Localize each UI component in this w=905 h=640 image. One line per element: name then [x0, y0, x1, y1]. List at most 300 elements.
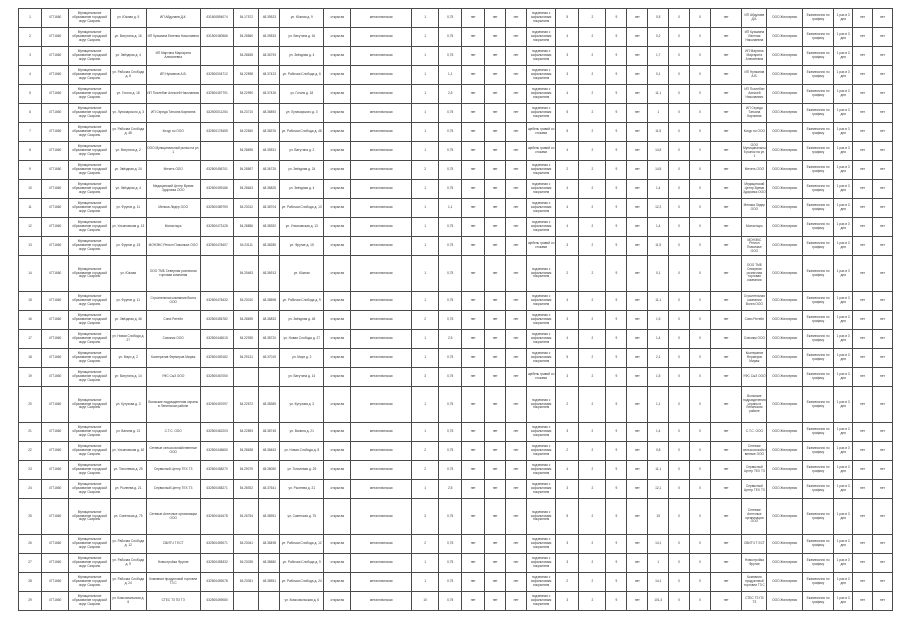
table-cell: Союзник ООО [146, 330, 200, 349]
table-cell: 2 [556, 442, 579, 461]
table-cell: нет [853, 47, 873, 66]
table-cell: 632500011254 [200, 104, 233, 123]
table-cell: ООО Жилсервис [767, 387, 803, 423]
table-cell: 1 раз в 3 дня [834, 592, 853, 611]
table-cell: 1 [412, 85, 439, 104]
table-cell: 4 [556, 199, 579, 218]
table-cell: Медицинский Центр Время Здоровья ООО [742, 180, 767, 199]
table-cell: нет [627, 256, 648, 292]
table-cell: 3 [556, 423, 579, 442]
table-cell: открытая [324, 104, 351, 123]
table-cell: 14,1 [648, 535, 669, 554]
table-cell: 9 [606, 237, 627, 256]
table-cell: нет [853, 311, 873, 330]
table-cell: ул. Ватутина д. 2 [110, 142, 146, 161]
table-cell: нет [627, 349, 648, 368]
table-cell: 1 раз в 3 дня [834, 499, 853, 535]
table-cell: 2 [412, 311, 439, 330]
table-cell: щебень гравий со стоками [527, 123, 556, 142]
table-cell: открытая [324, 311, 351, 330]
table-cell: 1 [412, 218, 439, 237]
table-cell: подземная с асфальтовым покрытием [527, 554, 556, 573]
table-cell: Муниципальное образование городской округ Сызрань [69, 104, 111, 123]
table-cell: 9 [606, 330, 627, 349]
table-cell: 14,1 [648, 573, 669, 592]
table-cell: ул. Звёздная д. 46 [280, 311, 324, 330]
table-cell: 1 [19, 9, 42, 28]
table-cell: ООО Жилсервис [767, 256, 803, 292]
table-cell: ИП Похлебин Алексей Николаевич [146, 85, 200, 104]
table-cell: 3 [556, 47, 579, 66]
table-cell: нет [485, 28, 506, 47]
table-cell: Муниципальное образование городской округ Сызрань [69, 330, 111, 349]
table-cell: нет [627, 218, 648, 237]
table-cell: 19 [19, 368, 42, 387]
table-cell: 0,2 [648, 28, 669, 47]
table-cell: 632500478432 [200, 292, 233, 311]
table-cell: Муниципальное образование городской округ Сызрань [69, 499, 111, 535]
table-cell: Мечеть ООО [146, 161, 200, 180]
table-cell: 4771660 [42, 123, 69, 142]
table-cell: нет [627, 47, 648, 66]
table-cell: 1 [412, 387, 439, 423]
table-cell: Муниципальное образование городской округ Сызрань [69, 368, 111, 387]
table-cell: 4771660 [42, 218, 69, 237]
table-cell: ул. Фрунзе д. 15 [280, 237, 324, 256]
table-cell: нет [853, 330, 873, 349]
table-cell: нет [710, 368, 741, 387]
table-cell: ул. Звёздная д. 46 [110, 311, 146, 330]
table-cell: нет [853, 142, 873, 161]
table-cell: 10 [19, 180, 42, 199]
table-cell: Монастырь [742, 218, 767, 237]
table-cell: 0 [690, 47, 711, 66]
table-cell: металлическая [351, 28, 412, 47]
table-cell: 9 [606, 499, 627, 535]
table-cell: 48.38680 [259, 554, 280, 573]
table-cell: 4 [556, 85, 579, 104]
table-cell: нет [506, 237, 527, 256]
table-cell: 0 [669, 292, 690, 311]
table-cell: 1 [412, 292, 439, 311]
table-cell: 1 [412, 28, 439, 47]
table-cell: 0 [669, 480, 690, 499]
table-cell: нет [710, 9, 741, 28]
table-cell: 0 [669, 311, 690, 330]
table-cell: 3 [412, 368, 439, 387]
table-cell: 632500462203 [200, 423, 233, 442]
table-cell: 4771660 [42, 480, 69, 499]
table-cell: ул. Звёздная д. 4 [280, 47, 324, 66]
table-cell: 4 [556, 461, 579, 480]
table-cell: 54.28643 [234, 180, 259, 199]
table-row [19, 592, 893, 611]
table-cell: 0,75 [439, 237, 462, 256]
table-cell: нет [506, 142, 527, 161]
table-cell: 2 [579, 480, 606, 499]
table-cell: Муниципальное образование городской округ Сызрань [69, 161, 111, 180]
table-cell: 0,75 [439, 349, 462, 368]
table-cell: 2 [579, 573, 606, 592]
table-cell: нет [710, 123, 741, 142]
table-cell: 0 [690, 180, 711, 199]
table-cell: 4 [556, 292, 579, 311]
table-cell: нет [462, 218, 485, 237]
table-cell: Мечеть ООО [742, 161, 767, 180]
table-cell: 0,75 [439, 292, 462, 311]
table-cell: ИП Мартина Маргарита Алексеевна [146, 47, 200, 66]
table-cell: Муниципальное образование городской округ Сызрань [69, 592, 111, 611]
table-cell: 9 [606, 28, 627, 47]
table-cell: Ежемесячно по графику [802, 387, 833, 423]
table-cell: нет [485, 499, 506, 535]
table-cell: нет [485, 9, 506, 28]
table-cell: 0 [669, 123, 690, 142]
table-cell: 0,75 [439, 161, 462, 180]
table-cell: 2 [579, 311, 606, 330]
table-cell: нет [462, 28, 485, 47]
table-cell: ООО Жилсервис [767, 461, 803, 480]
table-cell: 4771660 [42, 9, 69, 28]
table-cell: нет [853, 180, 873, 199]
table-cell: ООО Жилсервис [767, 161, 803, 180]
table-cell: 1 раз в 3 дня [834, 218, 853, 237]
table-cell: ул. Рабочая Слобода д. 6 [280, 66, 324, 85]
table-cell: Новостройка Фрунзе [146, 554, 200, 573]
table-cell: нет [485, 123, 506, 142]
table-cell: 54.28635 [234, 47, 259, 66]
table-cell: 2 [579, 237, 606, 256]
table-cell: 632500458270 [200, 461, 233, 480]
table-cell: подземная с асфальтовым покрытием [527, 499, 556, 535]
table-cell: 22 [19, 442, 42, 461]
table-cell: нет [485, 199, 506, 218]
table-cell: 632500459186 [200, 180, 233, 199]
table-cell: 9 [606, 442, 627, 461]
table-cell: Ежемесячно по графику [802, 499, 833, 535]
table-cell: нет [872, 237, 892, 256]
table-cell: 9 [606, 554, 627, 573]
table-cell: нет [627, 387, 648, 423]
table-cell: 1 [412, 142, 439, 161]
table-cell: нет [462, 499, 485, 535]
table-cell: Сетевые Аптечные организации ООО [146, 499, 200, 535]
table-cell: ул. Рабочая Слобода д. 24 [280, 573, 324, 592]
table-cell: 0 [690, 28, 711, 47]
table-cell: нет [710, 554, 741, 573]
table-cell: подземная с асфальтовым покрытием [527, 28, 556, 47]
table-cell: нет [872, 461, 892, 480]
table-cell: 0 [669, 142, 690, 161]
table-cell: Сетевые сельскохозяйственные ООО [742, 442, 767, 461]
table-cell: 48.38389 [259, 387, 280, 423]
table-cell: С.Т.С. ООО [742, 423, 767, 442]
table-cell: 17 [19, 330, 42, 349]
table-cell: 4771660 [42, 499, 69, 535]
table-cell: нет [506, 292, 527, 311]
table-cell: 48.39523 [259, 9, 280, 28]
table-cell: ул. Советская д. 75 [110, 499, 146, 535]
table-cell: нет [627, 123, 648, 142]
table-cell: 0 [690, 368, 711, 387]
table-cell: 48.37641 [259, 480, 280, 499]
table-cell: 54.28695 [234, 311, 259, 330]
table-cell: нет [872, 292, 892, 311]
table-cell: нет [872, 199, 892, 218]
table-cell: 632500458271 [200, 480, 233, 499]
table-cell: ул. Новая Слобода д. 8 [280, 442, 324, 461]
table-cell: нет [485, 349, 506, 368]
table-cell: ул. Звёздная д. 4 [110, 180, 146, 199]
table-cell: 9 [606, 535, 627, 554]
table-cell: металлическая [351, 592, 412, 611]
table-cell: нет [872, 9, 892, 28]
table-cell: 0 [690, 237, 711, 256]
table-cell: подземная с асфальтовым покрытием [527, 349, 556, 368]
table-cell: ул. Звёздная д. 4 [110, 47, 146, 66]
table-cell: нет [710, 218, 741, 237]
document-page [18, 8, 893, 632]
table-cell: 4771660 [42, 28, 69, 47]
table-cell [259, 368, 280, 387]
table-cell: 632500457097 [200, 387, 233, 423]
table-cell: нет [462, 461, 485, 480]
table-row [19, 311, 893, 330]
table-cell: нет [872, 592, 892, 611]
table-cell: нет [485, 256, 506, 292]
table-cell: ул. Гоголя д. 18 [110, 85, 146, 104]
table-cell: 3 [556, 368, 579, 387]
table-cell: 6 [19, 104, 42, 123]
table-cell: 4 [556, 28, 579, 47]
table-cell: металлическая [351, 387, 412, 423]
table-cell: нет [710, 237, 741, 256]
table-cell: металлическая [351, 9, 412, 28]
table-cell: 0 [669, 199, 690, 218]
table-cell: 0 [690, 292, 711, 311]
table-cell: 2 [579, 85, 606, 104]
table-cell: 9 [606, 180, 627, 199]
table-cell: 48.36893 [259, 104, 280, 123]
table-cell: ул. Звёздная д. 24 [280, 161, 324, 180]
table-cell: Муниципальное образование городской округ Сызрань [69, 28, 111, 47]
table-cell: ул. Ватутина д. 16 [280, 28, 324, 47]
table-cell: 1,1 [648, 387, 669, 423]
table-cell: подземная с асфальтовым покрытием [527, 161, 556, 180]
table-cell: нет [872, 47, 892, 66]
table-cell: Новостройка Фрунзе [742, 554, 767, 573]
table-cell: Ежемесячно по графику [802, 161, 833, 180]
table-cell: Ежемесячно по графику [802, 66, 833, 85]
table-cell: 4771660 [42, 66, 69, 85]
table-cell: нет [506, 28, 527, 47]
table-cell: ул. Марх д. 2 [110, 349, 146, 368]
table-cell: 0 [690, 535, 711, 554]
table-row [19, 47, 893, 66]
table-cell: ИП Абдулаев Д.К. [146, 9, 200, 28]
table-cell: 0 [669, 554, 690, 573]
table-cell: открытая [324, 330, 351, 349]
table-cell: нет [627, 480, 648, 499]
table-cell: 48.36913 [259, 256, 280, 292]
table-cell: 9 [606, 480, 627, 499]
table-cell: 632500459080 [200, 592, 233, 611]
table-cell: нет [710, 311, 741, 330]
table-cell: металлическая [351, 180, 412, 199]
table-cell: ул. Рабочая Слобода д. 48 [110, 123, 146, 142]
table-cell: 4771660 [42, 573, 69, 592]
table-cell: 1,5 [648, 368, 669, 387]
table-cell: нет [627, 142, 648, 161]
table-cell: нет [627, 573, 648, 592]
table-cell: нет [872, 311, 892, 330]
table-cell: 0 [690, 442, 711, 461]
table-cell: МОНЭКС Регион Поволжье ООО [146, 237, 200, 256]
table-cell: ООО Жилсервис [767, 499, 803, 535]
table-cell: нет [872, 423, 892, 442]
table-cell: Муниципальное образование городской округ Сызрань [69, 535, 111, 554]
table-cell: 2 [579, 423, 606, 442]
table-cell: нет [872, 180, 892, 199]
table-cell: нет [485, 47, 506, 66]
table-cell: 1 [412, 9, 439, 28]
table-cell: 9 [606, 256, 627, 292]
table-cell: Строительная компания Волга ООО [146, 292, 200, 311]
table-cell: нет [853, 349, 873, 368]
table-cell: 48.39531 [259, 142, 280, 161]
table-cell: открытая [324, 554, 351, 573]
table-cell: нет [853, 85, 873, 104]
table-cell: нет [710, 199, 741, 218]
table-cell: нет [710, 499, 741, 535]
table-cell: нет [872, 535, 892, 554]
table-cell: Ежемесячно по графику [802, 104, 833, 123]
table-cell: 9 [19, 161, 42, 180]
table-cell: Кооператив Фермеров Мираж [742, 349, 767, 368]
table-cell: Ежемесячно по графику [802, 218, 833, 237]
table-cell: ИП Кузьмина Евгения Николаевна [146, 28, 200, 47]
table-cell: нет [872, 349, 892, 368]
table-cell: 0 [690, 85, 711, 104]
table-cell: нет [462, 104, 485, 123]
table-cell: нет [853, 104, 873, 123]
table-cell: металлическая [351, 554, 412, 573]
table-cell: Строительная компания Волга ООО [742, 292, 767, 311]
table-cell: нет [485, 104, 506, 123]
table-cell: подземная с асфальтовым покрытием [527, 311, 556, 330]
table-cell: 632500004712 [200, 66, 233, 85]
table-cell: нет [462, 349, 485, 368]
table-cell: ИП Кузьмина Евгения Николаевна [742, 28, 767, 47]
table-cell: нет [462, 592, 485, 611]
table-cell: ул. Ватутина д. 16 [110, 28, 146, 47]
table-cell: нет [485, 85, 506, 104]
table-cell: 2 [579, 9, 606, 28]
table-cell: ул. Ванина д. 21 [110, 423, 146, 442]
table-cell: 9 [606, 423, 627, 442]
table-cell: 4771660 [42, 349, 69, 368]
table-cell: 54.29131 [234, 349, 259, 368]
table-cell: ООО Муниципальный рынок на ул. 1 [742, 142, 767, 161]
table-cell: 1 раз в 3 дня [834, 311, 853, 330]
table-cell: открытая [324, 161, 351, 180]
table-cell: 2 [579, 349, 606, 368]
table-cell: нет [506, 85, 527, 104]
table-cell: нет [710, 161, 741, 180]
table-cell: нет [710, 256, 741, 292]
table-cell: 3 [556, 66, 579, 85]
table-cell: Муниципальное образование городской округ Сызрань [69, 480, 111, 499]
table-cell: 2 [579, 180, 606, 199]
table-cell: нет [710, 28, 741, 47]
table-cell: 9 [606, 461, 627, 480]
table-row [19, 104, 893, 123]
table-cell: 54.23012 [234, 199, 259, 218]
table-cell: Муниципальное образование городской округ Сызрань [69, 387, 111, 423]
table-cell: ул. Комсомольская д. 6 [280, 592, 324, 611]
table-cell: открытая [324, 47, 351, 66]
table-cell: 2 [579, 28, 606, 47]
table-cell: Ежемесячно по графику [802, 28, 833, 47]
table-cell: 11,1 [648, 292, 669, 311]
table-cell: 2 [579, 499, 606, 535]
table-cell: Муниципальное образование городской округ Сызрань [69, 311, 111, 330]
table-cell: ООО Жилсервис [767, 535, 803, 554]
table-cell: 1 [412, 480, 439, 499]
table-cell: 1 [412, 330, 439, 349]
table-cell: ул. Южная д. 9 [280, 9, 324, 28]
table-cell: нет [710, 461, 741, 480]
table-cell: 2 [579, 592, 606, 611]
table-row [19, 349, 893, 368]
table-cell: нет [710, 442, 741, 461]
table-cell: 1,4 [648, 180, 669, 199]
table-cell: 0 [690, 592, 711, 611]
table-cell: ООО Жилсервис [767, 442, 803, 461]
table-cell: ИП Середа Татьяна Карповна [146, 104, 200, 123]
table-cell: нет [853, 199, 873, 218]
table-cell: 4771660 [42, 368, 69, 387]
table-cell: металлическая [351, 142, 412, 161]
table-cell: нет [872, 554, 892, 573]
table-cell: подземная с асфальтовым покрытием [527, 330, 556, 349]
table-cell: Ежемесячно по графику [802, 199, 833, 218]
table-cell: нет [710, 592, 741, 611]
table-cell: нет [853, 237, 873, 256]
table-cell: нет [627, 9, 648, 28]
table-cell: 4771660 [42, 237, 69, 256]
table-cell: нет [853, 442, 873, 461]
table-cell: 632500459182 [200, 349, 233, 368]
table-cell: ул. Новая Слобода д. 27 [280, 330, 324, 349]
table-cell: ИП Мартина Маргарита Алексеевна [742, 47, 767, 66]
table-cell: нет [710, 292, 741, 311]
table-cell: 4771660 [42, 387, 69, 423]
table-cell: ул. Кутузова д. 3 [110, 387, 146, 423]
table-cell: 1 раз в 3 дня [834, 573, 853, 592]
table-cell: 15 [19, 292, 42, 311]
table-cell: ООО Жилсервис [767, 142, 803, 161]
table-cell: 4771660 [42, 292, 69, 311]
table-cell: нет [462, 423, 485, 442]
table-cell: 2 [556, 256, 579, 292]
table-cell: 2 [579, 104, 606, 123]
table-cell: 1 раз в 3 дня [834, 330, 853, 349]
table-cell: открытая [324, 292, 351, 311]
table-cell: 1 [412, 554, 439, 573]
table-cell: Ежемесячно по графику [802, 480, 833, 499]
table-cell: 1 раз в 3 дня [834, 349, 853, 368]
